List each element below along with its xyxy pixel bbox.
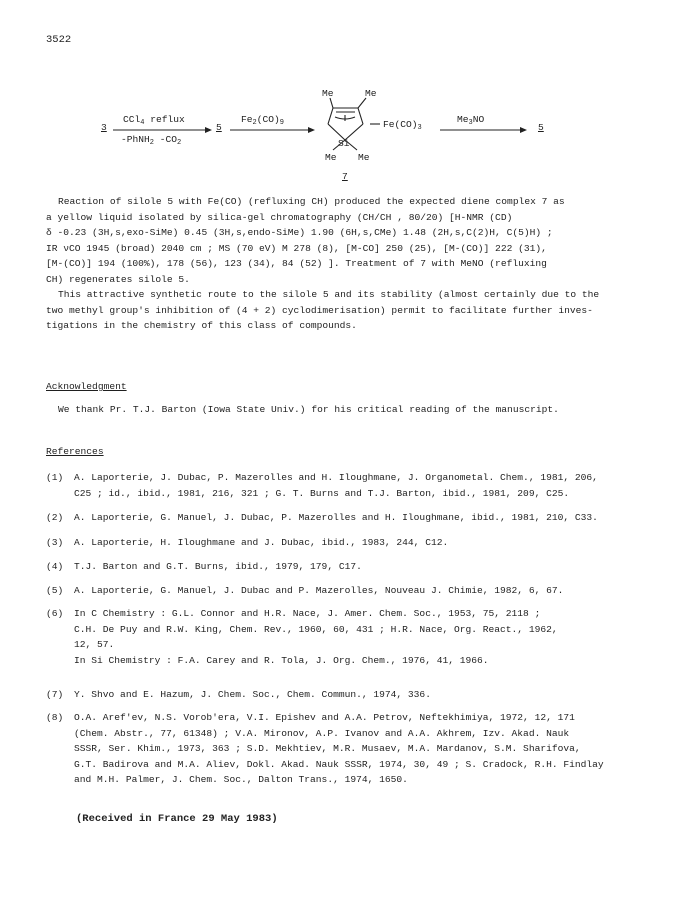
reference-2: (2) A. Laporterie, G. Manuel, J. Dubac, P. Mazerolles and H. Iloughmane, ibid., 1981, 210, C33. bbox=[46, 512, 598, 523]
reference-7: (7) Y. Shvo and E. Hazum, J. Chem. Soc., Chem. Commun., 1974, 336. bbox=[46, 689, 431, 700]
step1-reagent-bottom: -PhNH$_2$ $-CO_2$ bbox=[121, 134, 182, 147]
iron-tricarbonyl: $Fe(CO)_3$ bbox=[383, 119, 422, 132]
body-paragraph bbox=[46, 194, 636, 334]
step1-reagent-top: CCl$_4$ reflux bbox=[123, 114, 185, 127]
body-line: IR νCO 1945 (broad) 2040 cm ; MS (70 eV) M 278 (8), [M-CO] 250 (25), [M-(CO)] 222 (31), bbox=[46, 242, 547, 254]
methyl-top-left: Me bbox=[322, 88, 334, 99]
step3-reagent: $Me_3NO$ bbox=[457, 114, 485, 127]
methyl-bottom-left: Me bbox=[325, 152, 337, 163]
methyl-top-right: Me bbox=[365, 88, 377, 99]
methyl-bottom-right: Me bbox=[358, 152, 370, 163]
acknowledgment-text: We thank Pr. T.J. Barton (Iowa State Univ.) for his critical reading of the manuscript. bbox=[58, 404, 559, 415]
reference-4: (4) T.J. Barton and G.T. Burns, ibid., 1979, 179, C17. bbox=[46, 561, 362, 572]
scheme-lines bbox=[0, 0, 676, 190]
step2-reagent: $Fe_2(CO)_9$ bbox=[241, 114, 284, 127]
body-line: [M-(CO)] 194 (100%), 178 (56), 123 (34), 84 (52) ]. Treatment of 7 with MeNO (refluxing bbox=[46, 258, 547, 269]
acknowledgment-heading: Acknowledgment bbox=[46, 381, 127, 392]
compound-5a: 5 bbox=[216, 122, 222, 133]
reference-3: (3) A. Laporterie, H. Iloughmane and J. Dubac, ibid., 1983, 244, C12. bbox=[46, 537, 449, 548]
references-heading: References bbox=[46, 446, 104, 457]
compound-5b: 5 bbox=[538, 122, 544, 133]
body-line: CH) regenerates silole 5. bbox=[46, 273, 190, 285]
received-date: (Received in France 29 May 1983) bbox=[76, 813, 278, 825]
reference-5: (5) A. Laporterie, G. Manuel, J. Dubac and P. Mazerolles, Nouveau J. Chimie, 1982, 6, 67. bbox=[46, 585, 564, 596]
body-line: δ -0.23 (3H,s,exo-SiMe) 0.45 (3H,s,endo-SiMe) 1.90 (6H,s,CMe) 1.48 (2H,s,C(2)H, C(5)H) ; bbox=[46, 227, 553, 238]
body-line: This attractive synthetic route to the silole 5 and its stability (almost certainly due to the bbox=[58, 289, 600, 300]
reaction-scheme bbox=[0, 0, 676, 190]
silicon-atom: Si bbox=[338, 138, 350, 149]
body-line: a yellow liquid isolated by silica-gel chromatography (CH/CH , 80/20) [H-NMR (CD) bbox=[46, 211, 513, 223]
reference-8: (8) O.A. Aref'ev, N.S. Vorob'era, V.I. Epishev and A.A. Petrov, Neftekhimiya, 1972, 12, 171 (Chem. Abstr., 77, 61348) ; V.A. Mironov, A.P. Ivanov and A.A. Akhrem, Izv. Akad. Nauk SSSR, Ser. Khim., 1973, 363 ; S.D. Mekhtiev, M.R. Musaev, M.A. Mardanov, S.M. Sharifova, G.T. Badirova and M.A. Aliev, Dokl. Akad. Nauk SSSR, 1974, 30, 49 ; S. Cradock, R.H. Findlay and M.H. Palmer, J. Chem. Soc., Dalton Trans., 1974, 1650. bbox=[46, 712, 604, 786]
body-line: tigations in the chemistry of this class of compounds. bbox=[46, 320, 357, 331]
compound-3: 3 bbox=[101, 122, 107, 133]
body-line: two methyl group's inhibition of (4 + 2) cyclodimerisation) permit to facilitate further inves- bbox=[46, 304, 593, 316]
body-line: Reaction of silole 5 with Fe(CO) (refluxing CH) produced the expected diene complex 7 as bbox=[58, 196, 565, 207]
reference-1: (1) A. Laporterie, J. Dubac, P. Mazerolles and H. Iloughmane, J. Organometal. Chem., 1981, 206, C25 ; id., ibid., 1981, 216, 321 ; G. T. Burns and T.J. Barton, ibid., 1981, 209, C25. bbox=[46, 472, 598, 499]
silole-ring bbox=[328, 98, 380, 150]
compound-7: 7 bbox=[342, 171, 348, 182]
page-number: 3522 bbox=[46, 34, 72, 46]
reference-6: (6) In C Chemistry : G.L. Connor and H.R. Nace, J. Amer. Chem. Soc., 1953, 75, 2118 ; C.H. De Puy and R.W. King, Chem. Rev., 1960, 60, 431 ; H.R. Nace, Org. React., 1962, 12, 57. In Si Chemistry : F.A. Carey and R. Tola, J. Org. Chem., 1976, 41, 1966. bbox=[46, 608, 558, 666]
